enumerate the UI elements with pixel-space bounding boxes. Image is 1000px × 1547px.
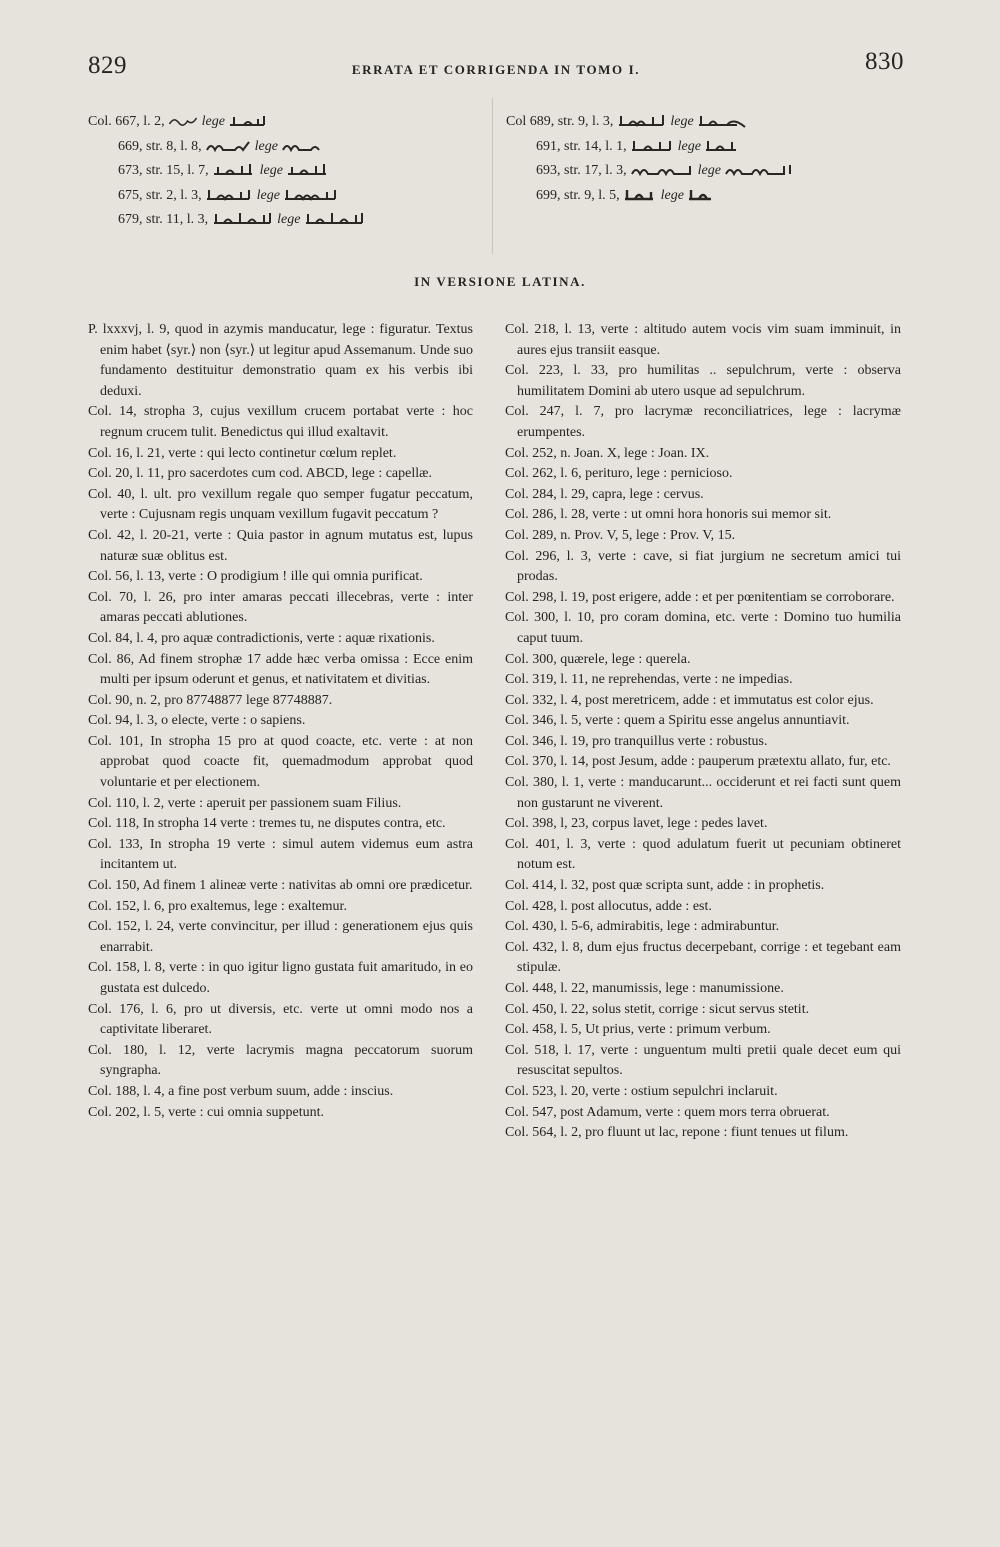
syriac-word-image (212, 211, 274, 225)
errata-entry: Col. 218, l. 13, verte : altitudo autem vocis vim suam imminuit, in aures ejus transiit easque. (505, 322, 901, 358)
errata-entry: Col. 152, l. 6, pro exaltemus, lege : exaltemur. (88, 898, 347, 914)
errata-entry: Col. 118, In stropha 14 verte : tremes tu, ne disputes contra, etc. (88, 816, 446, 832)
entry-ref: 675, str. 2, l. 3, (118, 187, 202, 203)
errata-entry: Col. 450, l. 22, solus stetit, corrige : sicut servus stetit. (505, 1001, 810, 1017)
errata-entry: Col. 458, l. 5, Ut prius, verte : primum verbum. (505, 1022, 771, 1038)
errata-entry: Col. 300, l. 10, pro coram domina, etc. verte : Domino tuo humilia caput tuum. (505, 610, 901, 646)
errata-entry: Col. 94, l. 3, o electe, verte : o sapiens. (88, 713, 306, 729)
entry-ref: 699, str. 9, l. 5, (536, 187, 620, 203)
syriac-entry (506, 184, 926, 209)
errata-entry: Col. 346, l. 19, pro tranquillus verte : robustus. (505, 733, 768, 749)
entry-ref: Col 689, str. 9, l. 3, (506, 114, 614, 129)
syriac-entry (88, 159, 488, 184)
errata-entry: Col. 101, In stropha 15 pro at quod coacte, etc. verte : at non approbat quod coacte fit, quemadmodum approbat quod voluntarie et per electionem. (88, 733, 473, 791)
running-title: ERRATA ET CORRIGENDA IN TOMO I. (351, 62, 641, 77)
syriac-word-image (304, 211, 366, 225)
latin-errata-right-column (505, 320, 901, 1144)
lege-label: lege (677, 138, 701, 154)
syriac-errata-right (506, 110, 926, 208)
entry-ref: 691, str. 14, l. 1, (536, 138, 627, 154)
errata-entry: Col. 300, quærele, lege : querela. (505, 651, 691, 667)
errata-entry: Col. 20, l. 11, pro sacerdotes cum cod. ABCD, lege : capellæ. (88, 466, 432, 482)
errata-entry: Col. 133, In stropha 19 verte : simul autem videmus eum astra incitantem ut. (88, 836, 473, 873)
syriac-word-image (286, 162, 330, 176)
errata-entry: Col. 448, l. 22, manumissis, lege : manumissione. (505, 981, 784, 996)
syriac-entry (88, 184, 488, 209)
errata-entry: P. lxxxvj, l. 9, quod in azymis manducatur, lege : figuratur. Textus enim habet ⟨syr.⟩ non ⟨syr.⟩ ut legitur apud Assemanum. Unde suo fundamento destituitur demonstratio quam ex his verbis ibi deduxi. (88, 322, 473, 399)
syriac-word-image (212, 162, 256, 176)
errata-entry: Col. 223, l. 33, pro humilitas .. sepulchrum, verte : observa humilitatem Domini ab utero usque ad sepulchrum. (505, 363, 901, 399)
entry-ref: 669, str. 8, l. 8, (118, 138, 202, 154)
entry-ref: 673, str. 15, l. 7, (118, 163, 209, 178)
entry-ref: 679, str. 11, l. 3, (118, 212, 209, 227)
errata-entry: Col. 346, l. 5, verte : quem a Spiritu esse angelus annuntiavit. (505, 713, 850, 729)
syriac-word-image (724, 162, 794, 176)
syriac-word-image (168, 113, 198, 127)
errata-entry: Col. 86, Ad finem strophæ 17 adde hæc verba omissa : Ecce enim multi per ipsum oderunt et genus, et nativitatem et divitias. (88, 651, 473, 688)
errata-entry: Col. 152, l. 24, verte convincitur, per illud : generationem ejus quis enarrabit. (88, 919, 473, 955)
syriac-word-image (283, 187, 339, 201)
errata-entry: Col. 84, l. 4, pro aquæ contradictionis, verte : aquæ rixationis. (88, 630, 435, 646)
errata-entry: Col. 158, l. 8, verte : in quo igitur ligno gustata fuit amaritudo, in eo gustata est dulcedo. (88, 960, 473, 996)
errata-entry: Col. 380, l. 1, verte : manducarunt... occiderunt et rei facti sunt quem non gustarunt ne viverent. (505, 775, 901, 811)
errata-entry: Col. 370, l. 14, post Jesum, adde : pauperum prætextu allato, fur, etc. (505, 754, 891, 770)
errata-entry: Col. 110, l. 2, verte : aperuit per passionem suam Filius. (88, 795, 402, 811)
errata-entry: Col. 56, l. 13, verte : O prodigium ! ille qui omnia purificat. (88, 569, 423, 585)
syriac-entry (506, 159, 926, 184)
syriac-word-image (281, 138, 321, 152)
errata-entry: Col. 284, l. 29, capra, lege : cervus. (505, 486, 704, 502)
lege-label: lege (697, 163, 721, 178)
errata-entry: Col. 319, l. 11, ne reprehendas, verte : ne impedias. (505, 672, 793, 688)
errata-entry: Col. 262, l. 6, perituro, lege : pernicioso. (505, 466, 733, 482)
syriac-word-image (617, 113, 667, 127)
errata-entry: Col. 332, l. 4, post meretricem, adde : et immutatus est color ejus. (505, 692, 874, 708)
errata-entry: Col. 564, l. 2, pro fluunt ut lac, repone : fiunt tenues ut filum. (505, 1125, 849, 1141)
errata-entry: Col. 428, l. post allocutus, adde : est. (505, 898, 712, 914)
errata-entry: Col. 518, l. 17, verte : unguentum multi pretii quale decet eum qui resuscitat sepultos. (505, 1042, 901, 1079)
errata-entry: Col. 414, l. 32, post quæ scripta sunt, adde : in prophetis. (505, 878, 825, 894)
lege-label: lege (259, 163, 283, 178)
entry-ref: Col. 667, l. 2, (88, 114, 165, 129)
lege-label: lege (277, 212, 301, 227)
errata-entry: Col. 401, l. 3, verte : quod adulatum fuerit ut pecuniam obtineret notum est. (505, 836, 901, 873)
errata-entry: Col. 150, Ad finem 1 alineæ verte : nativitas ab omni ore prædicetur. (88, 878, 473, 894)
errata-entry: Col. 70, l. 26, pro inter amaras peccati illecebras, verte : inter amaras peccati ablutiones. (88, 589, 473, 626)
errata-entry: Col. 432, l. 8, dum ejus fructus decerpebant, corrige : et tegebant eam stipulæ. (505, 939, 901, 976)
syriac-word-image (697, 113, 747, 127)
syriac-word-image (228, 113, 268, 127)
errata-entry: Col. 547, post Adamum, verte : quem mors terra obruerat. (505, 1104, 830, 1120)
errata-entry: Col. 523, l. 20, verte : ostium sepulchri inclaruit. (505, 1083, 778, 1099)
errata-entry: Col. 298, l. 19, post erigere, adde : et per pœnitentiam se corroborare. (505, 589, 895, 605)
errata-entry: Col. 296, l. 3, verte : cave, si fiat jurgium ne secretum amici tui prodas. (505, 548, 901, 585)
syriac-entry (88, 208, 488, 233)
lege-label: lege (256, 187, 280, 203)
errata-entry: Col. 398, l, 23, corpus lavet, lege : pedes lavet. (505, 816, 768, 832)
errata-entry: Col. 16, l. 21, verte : qui lecto continetur cœlum replet. (88, 445, 397, 461)
errata-entry: Col. 286, l. 28, verte : ut omni hora honoris sui memor sit. (505, 507, 832, 523)
page-number-right: 830 (865, 48, 904, 75)
syriac-entry (88, 135, 488, 160)
lege-label: lege (201, 114, 225, 129)
entry-ref: 693, str. 17, l. 3, (536, 163, 627, 178)
errata-entry: Col. 289, n. Prov. V, 5, lege : Prov. V, 15. (505, 527, 736, 543)
lege-label: lege (254, 138, 278, 154)
latin-errata-left-column (88, 320, 473, 1123)
errata-entry: Col. 188, l. 4, a fine post verbum suum, adde : inscius. (88, 1083, 394, 1099)
syriac-word-image (704, 138, 740, 152)
syriac-word-image (630, 138, 674, 152)
running-header (88, 48, 904, 92)
syriac-word-image (630, 162, 694, 176)
errata-entry: Col. 90, n. 2, pro 87748877 lege 87748887. (88, 692, 333, 708)
errata-entry: Col. 180, l. 12, verte lacrymis magna peccatorum suorum syngrapha. (88, 1042, 473, 1079)
syriac-entry (506, 135, 926, 160)
syriac-word-image (687, 187, 715, 201)
column-rule (492, 98, 493, 254)
errata-entry: Col. 430, l. 5-6, admirabitis, lege : admirabuntur. (505, 919, 780, 935)
errata-entry: Col. 40, l. ult. pro vexillum regale quo semper fugatur peccatum, verte : Cujusnam regis unquam vexillum fugavit peccatum ? (88, 486, 473, 523)
syriac-entry (506, 110, 926, 135)
syriac-word-image (205, 138, 251, 152)
errata-entry: Col. 202, l. 5, verte : cui omnia suppetunt. (88, 1104, 325, 1120)
errata-entry: Col. 247, l. 7, pro lacrymæ reconciliatrices, lege : lacrymæ erumpentes. (505, 404, 901, 440)
section-title: IN VERSIONE LATINA. (414, 274, 586, 289)
errata-entry: Col. 42, l. 20-21, verte : Quia pastor in agnum mutatus est, lupus naturæ suæ oblitus est. (88, 527, 473, 564)
syriac-entry (88, 110, 488, 135)
syriac-errata-left (88, 110, 488, 233)
errata-entry: Col. 176, l. 6, pro ut diversis, etc. verte ut omni modo nos a captivitate liberaret. (88, 1001, 473, 1038)
syriac-word-image (205, 187, 253, 201)
errata-entry: Col. 252, n. Joan. X, lege : Joan. IX. (505, 445, 710, 461)
lege-label: lege (670, 114, 694, 129)
lege-label: lege (660, 187, 684, 203)
errata-entry: Col. 14, stropha 3, cujus vexillum crucem portabat verte : hoc regnum crucem tulit. Benedictus qui illud exaltavit. (88, 404, 473, 440)
page-number-left: 829 (88, 52, 127, 79)
syriac-word-image (623, 187, 657, 201)
